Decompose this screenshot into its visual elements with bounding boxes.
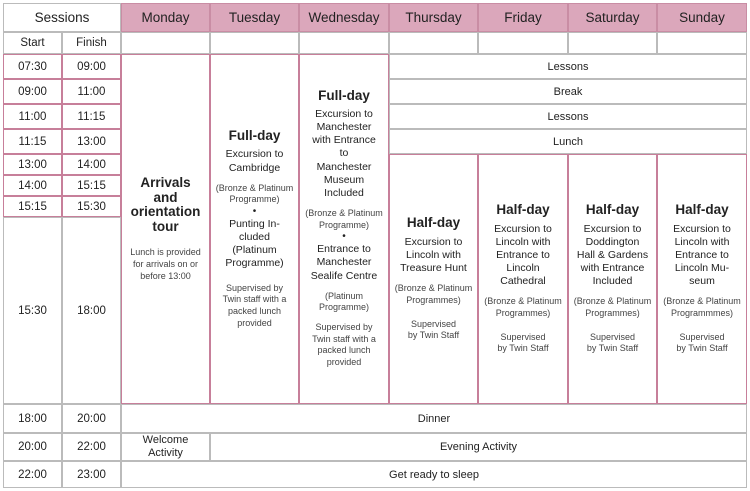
subheader-empty-cell <box>478 32 568 54</box>
programme-line: Programmmes) <box>670 308 733 319</box>
programme-line: (Bronze & Platinum <box>484 296 562 307</box>
time-start: 14:00 <box>18 179 47 192</box>
note-line: Supervised by <box>315 322 373 333</box>
day-header-monday <box>121 3 210 32</box>
saturday-programme <box>574 296 652 319</box>
day-label: Saturday <box>585 10 640 25</box>
time-start-cell <box>3 196 62 217</box>
time-start-cell <box>3 104 62 129</box>
start-label: Start <box>20 37 45 49</box>
programme-line: (Bronze & Platinum <box>305 207 383 218</box>
desc-line: to <box>339 147 349 160</box>
time-finish: 22:00 <box>77 441 106 453</box>
time-finish-cell <box>62 175 121 196</box>
time-start: 20:00 <box>18 441 47 453</box>
desc-line: Lincoln with <box>406 248 461 261</box>
time-finish-cell <box>62 404 121 433</box>
desc-line: Lincoln Mu- <box>674 262 730 275</box>
thursday-programme <box>395 283 473 306</box>
time-start: 15:30 <box>18 304 47 317</box>
day-header-thursday <box>389 3 478 32</box>
note-line: Supervised <box>410 318 456 329</box>
desc-line: Manchester <box>316 160 372 173</box>
note-line: Supervised <box>679 331 725 342</box>
note-line: by Twin Staff <box>407 330 460 341</box>
break-label: Break <box>553 85 583 98</box>
note-line: provided <box>326 357 362 368</box>
day-header-wednesday <box>299 3 389 32</box>
note-line: before 13:00 <box>140 270 191 281</box>
desc-line: cluded <box>239 231 270 244</box>
day-header-tuesday <box>210 3 299 32</box>
finish-label: Finish <box>76 37 107 49</box>
time-start-cell <box>3 79 62 104</box>
time-finish: 09:00 <box>77 60 106 73</box>
desc-line: Treasure Hunt <box>400 262 467 275</box>
friday-programme <box>484 296 562 319</box>
desc-line: with Entrance <box>312 134 376 147</box>
time-finish: 20:00 <box>77 412 106 425</box>
wednesday-desc2 <box>311 243 378 282</box>
time-start-cell <box>3 175 62 196</box>
day-header-friday <box>478 3 568 32</box>
bullet-separator: • <box>252 206 257 218</box>
time-finish-cell <box>62 54 121 79</box>
desc-line: Cambridge <box>228 161 281 174</box>
time-finish: 14:00 <box>77 158 106 171</box>
lunch-label: Lunch <box>553 135 583 148</box>
thursday-activity-cell <box>389 154 478 404</box>
note-line: Twin staff with a <box>312 333 376 344</box>
programme-line: (Bronze & Platinum <box>215 182 294 193</box>
note-line: Supervised <box>500 331 546 342</box>
lessons-label: Lessons <box>547 60 589 73</box>
saturday-desc <box>577 223 648 289</box>
desc-line: Excursion to <box>315 108 373 121</box>
note-line: Lunch is provided <box>130 247 201 258</box>
wednesday-programme2 <box>319 291 369 314</box>
subheader-empty-cell <box>121 32 210 54</box>
title-line: orientation <box>130 204 201 220</box>
day-header-saturday <box>568 3 657 32</box>
programme-line: (Bronze & Platinum <box>663 296 741 307</box>
subheader-empty-cell <box>389 32 478 54</box>
desc-line: Excursion to <box>404 235 463 248</box>
programme-line: (Platinum <box>324 290 363 301</box>
sleep-label: Get ready to sleep <box>389 468 479 481</box>
time-finish: 18:00 <box>77 304 106 317</box>
monday-activity-cell <box>121 54 210 404</box>
saturday-title: Half-day <box>585 201 640 217</box>
sunday-desc <box>673 223 731 289</box>
time-start: 11:15 <box>18 135 47 148</box>
time-finish: 15:15 <box>77 179 106 192</box>
time-start-cell <box>3 217 62 404</box>
time-start: 18:00 <box>18 412 47 425</box>
time-start-cell <box>3 54 62 79</box>
tuesday-desc <box>226 148 284 174</box>
sleep-row <box>121 461 747 488</box>
wednesday-activity-cell <box>299 54 389 404</box>
break-row <box>389 79 747 104</box>
note-line: by Twin Staff <box>676 343 728 354</box>
time-start-cell <box>3 461 62 488</box>
desc-line: Excursion to <box>225 148 284 161</box>
day-label: Monday <box>141 10 190 25</box>
time-finish: 15:30 <box>77 200 106 213</box>
tuesday-activity-cell <box>210 54 299 404</box>
desc-line: Lincoln with <box>495 235 551 248</box>
dinner-label: Dinner <box>417 412 451 425</box>
tuesday-note <box>223 283 287 330</box>
day-label: Thursday <box>405 10 462 25</box>
lessons-label: Lessons <box>547 110 589 123</box>
wednesday-title: Full-day <box>318 88 370 104</box>
desc-line: Cathedral <box>500 275 546 288</box>
lessons-row-2 <box>389 104 747 129</box>
lessons-row-1 <box>389 54 747 79</box>
time-start: 22:00 <box>18 468 47 481</box>
monday-title <box>131 176 201 235</box>
day-label: Wednesday <box>308 10 380 25</box>
time-start-cell <box>3 404 62 433</box>
programme-line: Programmes) <box>406 294 461 305</box>
desc-line: Punting In- <box>229 218 280 231</box>
friday-title: Half-day <box>496 201 550 217</box>
time-finish: 11:15 <box>77 110 106 123</box>
time-finish-cell <box>62 461 121 488</box>
tuesday-desc2 <box>225 218 283 271</box>
time-start-cell <box>3 154 62 175</box>
wednesday-programme <box>305 208 383 231</box>
wednesday-desc <box>312 108 376 200</box>
welcome-line: Activity <box>148 447 183 459</box>
desc-line: Sealife Centre <box>310 269 378 282</box>
desc-line: with Entrance <box>580 262 645 275</box>
monday-note <box>130 247 201 282</box>
lunch-row <box>389 129 747 154</box>
desc-line: Excursion to <box>583 222 642 235</box>
desc-line: Doddington <box>585 235 640 248</box>
welcome-line: Welcome <box>142 434 189 447</box>
time-finish-cell <box>62 154 121 175</box>
time-start: 09:00 <box>18 85 47 98</box>
day-label: Friday <box>504 10 542 25</box>
friday-desc <box>494 223 552 289</box>
day-header-sunday <box>657 3 747 32</box>
wednesday-note <box>312 322 376 369</box>
programme-line: Programme) <box>318 302 369 313</box>
saturday-activity-cell <box>568 154 657 404</box>
subheader-empty-cell <box>210 32 299 54</box>
desc-line: Manchester <box>316 121 372 134</box>
title-line: tour <box>152 219 179 235</box>
desc-line: Lincoln with <box>674 235 730 248</box>
desc-line: Included <box>592 275 633 288</box>
tuesday-title: Full-day <box>228 127 281 143</box>
desc-line: Included <box>324 186 364 199</box>
time-finish-cell <box>62 196 121 217</box>
evening-activity-row <box>210 433 747 461</box>
saturday-note <box>587 332 638 355</box>
tuesday-programme <box>216 183 294 206</box>
note-line: by Twin Staff <box>497 343 549 354</box>
note-line: by Twin Staff <box>586 343 639 354</box>
desc-line: Entrance to <box>675 248 729 261</box>
desc-line: Museum <box>323 173 365 186</box>
time-finish: 23:00 <box>77 468 106 481</box>
time-finish-cell <box>62 217 121 404</box>
thursday-note <box>408 319 459 342</box>
time-start: 15:15 <box>18 200 47 213</box>
programme-line: Programmes) <box>585 308 640 319</box>
note-line: Supervised <box>589 331 635 342</box>
subheader-empty-cell <box>299 32 389 54</box>
time-finish: 13:00 <box>77 135 106 148</box>
subheader-empty-cell <box>568 32 657 54</box>
thursday-title: Half-day <box>406 215 461 231</box>
time-finish-cell <box>62 79 121 104</box>
title-line: Arrivals <box>140 174 191 190</box>
time-start-cell <box>3 129 62 154</box>
thursday-desc <box>400 236 467 275</box>
bullet-separator: • <box>342 231 346 243</box>
programme-line: (Bronze & Platinum <box>573 296 652 307</box>
subheader-empty-cell <box>657 32 747 54</box>
note-line: Supervised by <box>225 282 284 293</box>
note-line: packed lunch <box>317 345 371 356</box>
sunday-note <box>676 332 727 355</box>
start-header <box>3 32 62 54</box>
desc-line: Lincoln <box>506 262 540 275</box>
desc-line: Manchester <box>316 256 372 269</box>
time-start: 13:00 <box>18 158 47 171</box>
desc-line: (Platinum <box>232 244 277 257</box>
desc-line: Excursion to <box>673 222 731 235</box>
time-finish-cell <box>62 104 121 129</box>
programme-line: Programme) <box>229 194 280 205</box>
desc-line: Programme) <box>225 257 284 270</box>
sunday-programme <box>663 296 741 319</box>
friday-activity-cell <box>478 154 568 404</box>
desc-line: Entrance to <box>496 248 550 261</box>
friday-note <box>497 332 548 355</box>
time-finish-cell <box>62 129 121 154</box>
desc-line: Hall & Gardens <box>576 248 649 261</box>
note-line: provided <box>237 317 272 328</box>
day-label: Tuesday <box>228 10 281 25</box>
desc-line: Entrance to <box>317 243 371 256</box>
note-line: Twin staff with a <box>222 294 287 305</box>
time-start-cell <box>3 433 62 461</box>
time-finish: 11:00 <box>77 85 106 98</box>
day-label: Sunday <box>679 10 725 25</box>
time-start: 11:00 <box>18 110 47 123</box>
title-line: and <box>153 189 178 205</box>
welcome-activity-cell <box>121 433 210 461</box>
evening-label: Evening Activity <box>439 441 518 453</box>
sunday-activity-cell <box>657 154 747 404</box>
desc-line: Excursion to <box>494 222 552 235</box>
sessions-label: Sessions <box>34 10 90 25</box>
time-finish-cell <box>62 433 121 461</box>
sunday-title: Half-day <box>675 201 729 217</box>
programme-line: (Bronze & Platinum <box>394 283 473 294</box>
desc-line: seum <box>689 275 715 288</box>
note-line: packed lunch <box>227 305 282 316</box>
note-line: for arrivals on or <box>132 258 198 269</box>
finish-header <box>62 32 121 54</box>
dinner-row <box>121 404 747 433</box>
programme-line: Programmes) <box>495 308 551 319</box>
programme-line: Programme) <box>318 219 369 230</box>
time-start: 07:30 <box>18 60 47 73</box>
sessions-header <box>3 3 121 32</box>
